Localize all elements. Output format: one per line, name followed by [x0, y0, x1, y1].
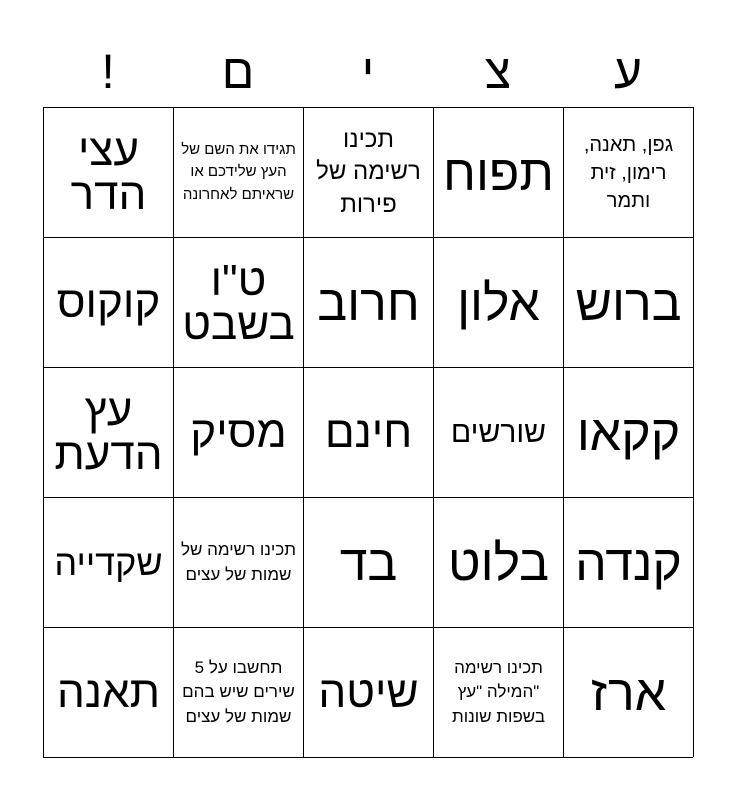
bingo-cell[interactable]: תכינו רשימה "המילה "עץ בשפות שונות — [433, 628, 563, 758]
bingo-cell[interactable]: ארז — [563, 628, 693, 758]
bingo-header — [43, 38, 693, 108]
bingo-cell[interactable]: שיטה — [303, 628, 433, 758]
header-letter: ! — [101, 46, 115, 99]
bingo-cell[interactable]: עץ הדעת — [43, 368, 173, 498]
bingo-cell[interactable]: תאנה — [43, 628, 173, 758]
bingo-cell[interactable]: תפוח — [433, 108, 563, 238]
bingo-cell[interactable]: מסיק — [173, 368, 303, 498]
header-letter: י — [361, 46, 375, 99]
header-letter: צ — [484, 46, 512, 99]
bingo-cell[interactable]: גפן, תאנה, רימון, זית ותמר — [563, 108, 693, 238]
bingo-cell[interactable]: קנדה — [563, 498, 693, 628]
bingo-card-grid — [43, 107, 694, 757]
bingo-cell[interactable]: קקאו — [563, 368, 693, 498]
bingo-cell[interactable]: תכינו רשימה של פירות — [303, 108, 433, 238]
bingo-cell[interactable]: תחשבו על 5 שירים שיש בהם שמות של עצים — [173, 628, 303, 758]
bingo-cell[interactable]: קוקוס — [43, 238, 173, 368]
header-letter: ם — [221, 46, 255, 99]
bingo-cell[interactable]: חרוב — [303, 238, 433, 368]
bingo-cell[interactable]: שורשים — [433, 368, 563, 498]
bingo-cell[interactable]: חינם — [303, 368, 433, 498]
bingo-cell[interactable]: תכינו רשימה של שמות של עצים — [173, 498, 303, 628]
bingo-cell[interactable]: בד — [303, 498, 433, 628]
bingo-cell[interactable]: תגידו את השם של העץ שלידכם או שראיתם לאחרונה — [173, 108, 303, 238]
bingo-cell[interactable]: עצי הדר — [43, 108, 173, 238]
bingo-cell[interactable]: ברוש — [563, 238, 693, 368]
bingo-cell[interactable]: אלון — [433, 238, 563, 368]
header-letter: ע — [614, 46, 642, 99]
bingo-cell[interactable]: ט"ו בשבט — [173, 238, 303, 368]
bingo-cell[interactable]: שקדייה — [43, 498, 173, 628]
bingo-cell[interactable]: בלוט — [433, 498, 563, 628]
